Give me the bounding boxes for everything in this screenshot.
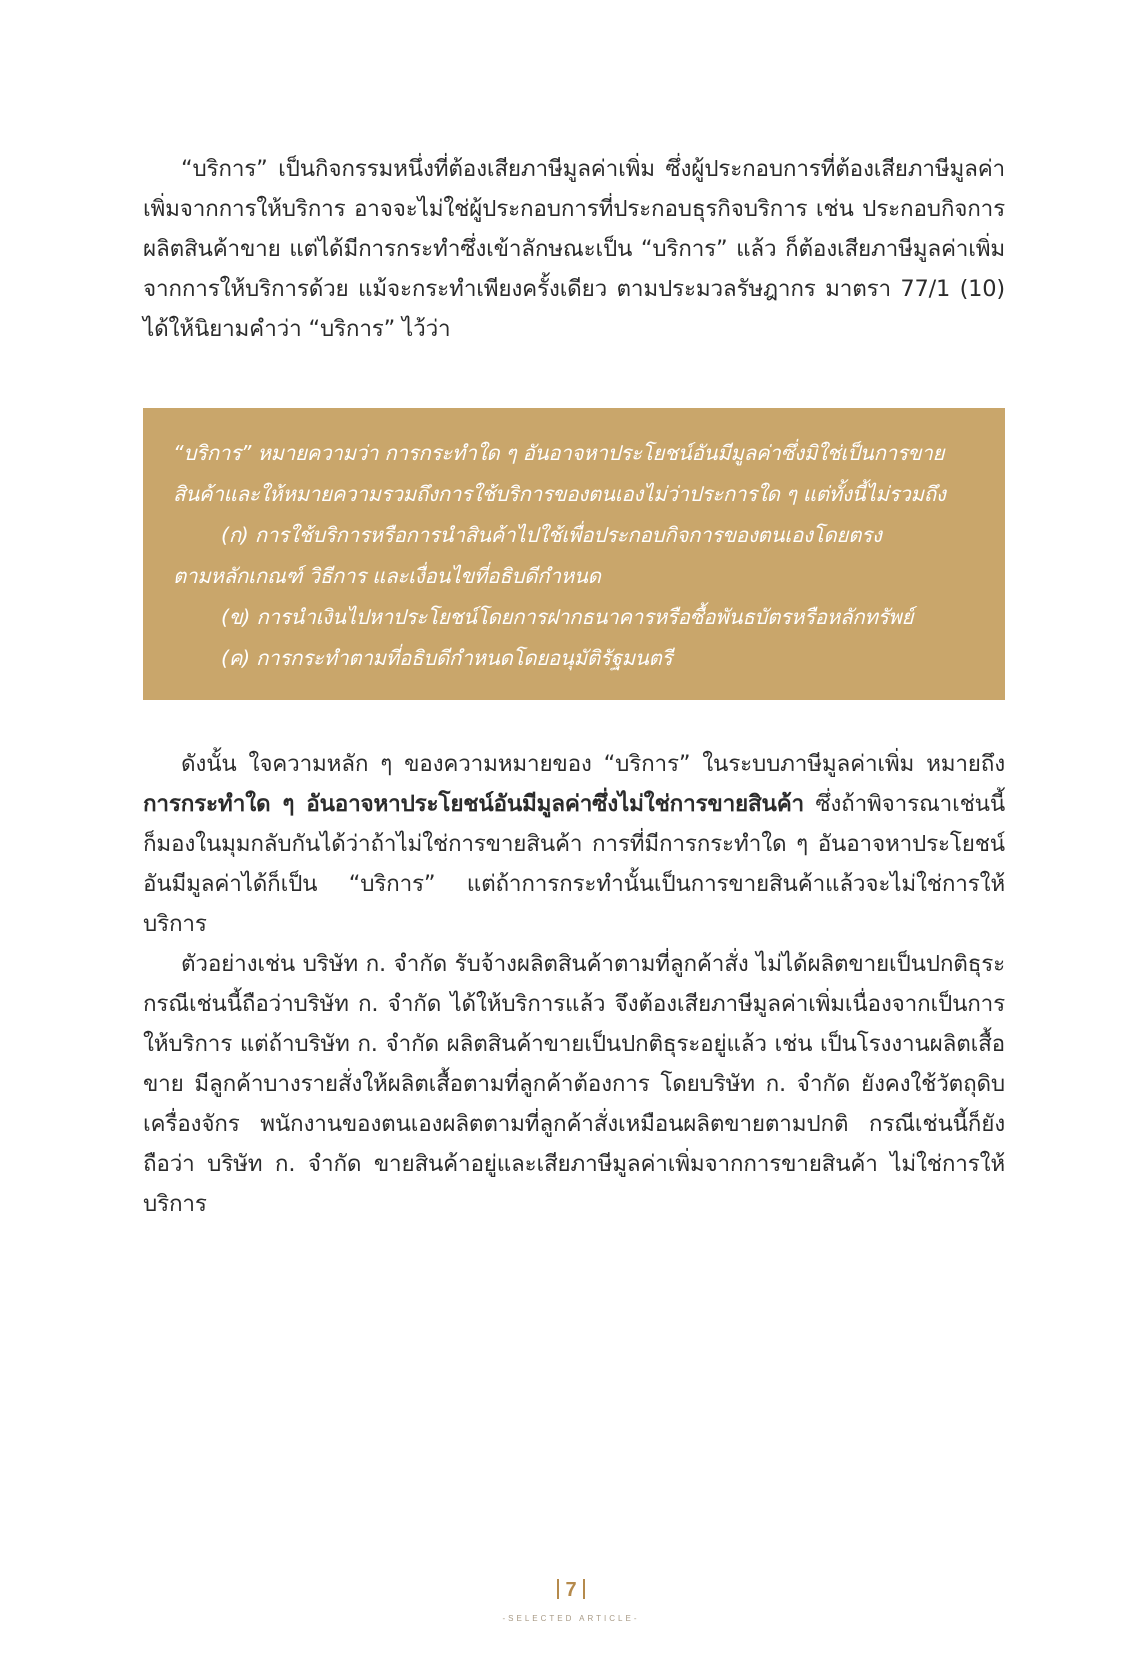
definition-item-b: (ข) การนำเงินไปหาประโยชน์โดยการฝากธนาคารหรือซื้อพันธบัตรหรือหลักทรัพย์ — [221, 605, 914, 629]
summary-lead: ดังนั้น ใจความหลัก ๆ ของความหมายของ “บริการ” ในระบบภาษีมูลค่าเพิ่ม หมายถึง — [181, 751, 1005, 777]
summary-paragraph — [143, 744, 1005, 944]
page-number-left-bar — [557, 1579, 559, 1599]
section-label: -SELECTED ARTICLE- — [502, 1614, 640, 1623]
summary-rest: ซึ่งถ้าพิจารณาเช่นนี้ ก็มองในมุมกลับกันได้ว่าถ้าไม่ใช่การขายสินค้า การที่มีการกระทำใด ๆ อันอาจหาประโยชน์อันมีมูลค่าได้ก็เป็น “บริการ” แต่ถ้าการกระทำนั้นเป็นการขายสินค้าแล้วจะไม่ใช่การให้บริการ — [143, 791, 1006, 937]
definition-line: สินค้าและให้หมายความรวมถึงการใช้บริการของตนเองไม่ว่าประการใด ๆ แต่ทั้งนี้ไม่รวมถึง — [173, 482, 946, 506]
example-paragraph: ตัวอย่างเช่น บริษัท ก. จำกัด รับจ้างผลิตสินค้าตามที่ลูกค้าสั่ง ไม่ได้ผลิตขายเป็นปกติธุระ กรณีเช่นนี้ถือว่าบริษัท ก. จำกัด ได้ให้บริการแล้ว จึงต้องเสียภาษีมูลค่าเพิ่มเนื่องจากเป็นการให้บริการ แต่ถ้าบริษัท ก. จำกัด ผลิตสินค้าขายเป็นปกติธุระอยู่แล้ว เช่น เป็นโรงงานผลิตเสื้อขาย มีลูกค้าบางรายสั่งให้ผลิตเสื้อตามที่ลูกค้าต้องการ โดยบริษัท ก. จำกัด ยังคงใช้วัตถุดิบ เครื่องจักร พนักงานของตนเองผลิตตามที่ลูกค้าสั่งเหมือนผลิตขายตามปกติ กรณีเช่นนี้ก็ยังถือว่า บริษัท ก. จำกัด ขายสินค้าอยู่และเสียภาษีมูลค่าเพิ่มจากการขายสินค้า ไม่ใช่การให้บริการ — [143, 951, 1005, 1217]
summary-bold-definition: การกระทำใด ๆ อันอาจหาประโยชน์อันมีมูลค่าซึ่งไม่ใช่การขายสินค้า — [143, 791, 804, 817]
definition-item-a: (ก) การใช้บริการหรือการนำสินค้าไปใช้เพื่อประกอบกิจการของตนเองโดยตรง — [221, 523, 882, 547]
definition-box — [143, 408, 1005, 700]
intro-paragraph: “บริการ” เป็นกิจกรรมหนึ่งที่ต้องเสียภาษีมูลค่าเพิ่ม ซึ่งผู้ประกอบการที่ต้องเสียภาษีมูลค่าเพิ่มจากการให้บริการ อาจจะไม่ใช่ผู้ประกอบการที่ประกอบธุรกิจบริการ เช่น ประกอบกิจการผลิตสินค้าขาย แต่ได้มีการกระทำซึ่งเข้าลักษณะเป็น “บริการ” แล้ว ก็ต้องเสียภาษีมูลค่าเพิ่มจากการให้บริการด้วย แม้จะกระทำเพียงครั้งเดียว ตามประมวลรัษฎากร มาตรา 77/1 (10) ได้ให้นิยามคำว่า “บริการ” ไว้ว่า — [143, 156, 1005, 342]
definition-item-c: (ค) การกระทำตามที่อธิบดีกำหนดโดยอนุมัติรัฐมนตรี — [221, 646, 673, 670]
page-number — [0, 1579, 1142, 1602]
definition-line: “บริการ” หมายความว่า การกระทำใด ๆ อันอาจหาประโยชน์อันมีมูลค่าซึ่งมิใช่เป็นการขาย — [173, 441, 945, 465]
page-number-right-bar — [583, 1579, 585, 1599]
page-number-value: 7 — [565, 1579, 577, 1601]
main-body — [143, 744, 1005, 1224]
intro-section — [143, 149, 1005, 349]
definition-item-a-continued: ตามหลักเกณฑ์ วิธีการ และเงื่อนไขที่อธิบดีกำหนด — [173, 564, 601, 588]
